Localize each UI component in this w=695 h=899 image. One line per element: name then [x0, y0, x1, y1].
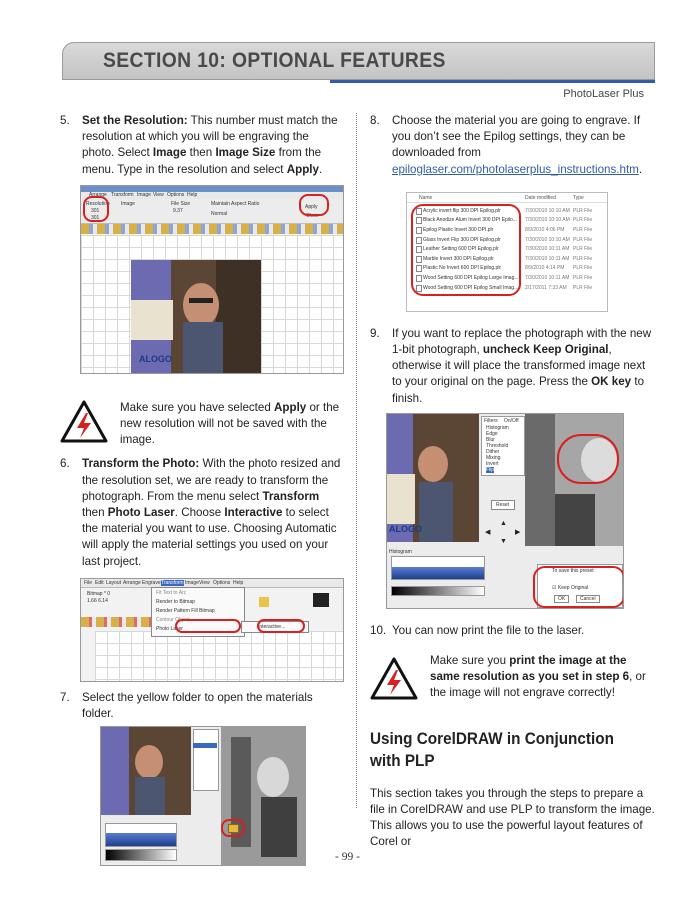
file-row[interactable]: Glass Invert Flip 300 DPI Epilog.plr 7/30/2010 10:10 AM PLR File	[407, 235, 608, 244]
warning-print-resolution: Make sure you print the image at the same resolution as you set in step 6, or the image will not engrave correctly!	[370, 653, 656, 702]
keep-original-checkbox[interactable]: ☑ Keep Original	[552, 584, 589, 591]
section-title: SECTION 10: OPTIONAL FEATURES	[103, 49, 446, 72]
header-accent-rule	[330, 80, 655, 83]
file-row[interactable]: Black Anodize Alum Invert 300 DPI Epilo... 7/30/2010 10:10 AM PLR File	[407, 215, 608, 224]
transformed-photo	[221, 727, 306, 866]
section-heading: Using CorelDRAW in Conjunction with PLP	[370, 728, 614, 770]
product-name: PhotoLaser Plus	[563, 88, 644, 100]
file-row[interactable]: Marble Invert 300 DPI Epilog.plr 7/30/2010 10:11 AM PLR File	[407, 254, 608, 263]
column-divider	[356, 113, 357, 808]
plp-dialog-screenshot: ALOGO Filters On/Off Histogram Edge Blur Threshold Dither Mixing Invert Flip Reset ▲ ◀ ▶ ▼ Histogram To save this preset ☑ Keep Original OK Cancel	[386, 413, 624, 609]
canvas-grid	[95, 631, 344, 682]
original-photo	[387, 414, 479, 542]
apply-highlight	[299, 194, 329, 216]
property-bar: Resolution 301 301 Image File Size 9.37 Maintain Aspect Ratio Normal Apply Close	[81, 199, 344, 224]
right-column	[370, 113, 656, 850]
download-link[interactable]: epiloglaser.com/photolaserplus_instructions.htm	[392, 162, 639, 176]
file-row[interactable]: Acrylic invert flip 300 DPI Epilog.plr 7/30/2010 10:10 AM PLR File	[407, 206, 608, 215]
photo-laser-highlight	[175, 619, 241, 633]
step-9: 9. If you want to replace the photograph with the new 1-bit photograph, uncheck Keep Original, otherwise it will place the transformed image next to your original on the page. Press the OK key to finish.	[370, 326, 652, 405]
reset-button[interactable]: Reset	[491, 500, 515, 510]
transform-menu-screenshot: File Edit Layout Arrange Engrave Transform Image View Options Help Bitmap * 0 1.66 6.14 Fit Text to Arc Render to Bitmap Render Pattern Fill Bitmap Contour Object Photo Laser Interactive...	[80, 578, 344, 682]
save-dialog: To save this preset ☑ Keep Original OK Cancel	[537, 564, 623, 608]
warning-apply: Make sure you have selected Apply or the new resolution will not be saved with the image.	[60, 400, 343, 449]
left-column	[60, 113, 343, 866]
yellow-folder-icon	[228, 824, 239, 833]
step-10: 10. You can now print the file to the laser.	[370, 623, 585, 637]
step-7: 7. Select the yellow folder to open the materials folder.	[60, 690, 313, 721]
file-row[interactable]: Wood Setting 600 DPI Epilog Small Imag... 2/17/2011 7:33 AM PLR File	[407, 283, 608, 292]
swatch	[259, 597, 269, 607]
file-row[interactable]: Wood Setting 600 DPI Epilog Large Imag... 7/30/2010 10:11 AM PLR File	[407, 273, 608, 282]
color-swatch	[313, 593, 329, 607]
original-photo	[101, 727, 191, 815]
files-highlight	[411, 204, 521, 296]
transform-dropdown: Fit Text to Arc Render to Bitmap Render Pattern Fill Bitmap Contour Object Photo Laser	[151, 587, 245, 637]
file-list-header: Name Date modified Type	[407, 193, 608, 203]
histogram	[105, 823, 177, 847]
save-dialog-highlight	[533, 566, 624, 608]
page-number: - 99 -	[335, 851, 360, 863]
warning-lightning-icon	[370, 657, 418, 701]
cancel-button[interactable]: Cancel	[576, 595, 600, 603]
filters-list: Filters On/Off Histogram Edge Blur Threshold Dither Mixing Invert Flip	[481, 416, 525, 476]
section-header-bar	[62, 42, 655, 80]
file-row[interactable]: Leather Setting 600 DPI Epilog.plr 7/30/2010 10:11 AM PLR File	[407, 244, 608, 253]
step-5: 5. Set the Resolution: This number must match the resolution at which you will be engraving the photo. Select Image then Image Size from the menu. Type in the resolution and select Apply.	[60, 114, 338, 176]
nudge-arrows[interactable]: ▲ ◀ ▶ ▼	[485, 519, 521, 545]
toolbar-icons	[81, 617, 151, 627]
interactive-submenu: Interactive...	[241, 621, 309, 633]
gradient-bar	[391, 586, 485, 596]
filter-selected	[193, 743, 217, 748]
file-list-screenshot	[406, 192, 608, 312]
filters-list	[193, 729, 219, 791]
interactive-highlight	[257, 619, 305, 633]
intro-paragraph: This section takes you through the steps to prepare a file in CorelDRAW and use PLP to transform the image. This allows you to use the powerful layout features of Corel or	[370, 786, 655, 849]
toolbar-icons	[81, 224, 344, 234]
file-row[interactable]: Plastic No Invert 600 DPI Epilog.plr 8/9/2010 4:14 PM PLR File	[407, 263, 608, 272]
face-highlight	[557, 434, 619, 484]
warning-lightning-icon	[60, 400, 108, 444]
histogram	[391, 556, 485, 580]
menu-bar: Arrange Transform Image View Options Help	[81, 192, 344, 199]
image-size-screenshot: Arrange Transform Image View Options Help Resolution 301 301 Image File Size 9.37 Maintain Aspect Ratio Normal Apply Close ALOGO	[80, 185, 344, 374]
step-8: 8. Choose the material you are going to engrave. If you don’t see the Epilog settings, they can be downloaded from epiloglaser.com/photolaserplus_instructions.htm.	[370, 114, 643, 176]
materials-folder-screenshot	[100, 726, 306, 866]
ok-button[interactable]: OK	[554, 595, 569, 603]
resolution-highlight	[83, 196, 109, 222]
step-6: 6. Transform the Photo: With the photo resized and the resolution set, we are ready to transform the photograph. From the menu select Transform then Photo Laser. Choose Interactive to select the material you want to use. Choosing Automatic will apply the material settings you used on your last project.	[60, 457, 341, 568]
file-row[interactable]: Epilog Plastic Invert 300 DPI.plr 8/9/2010 4:06 PM PLR File	[407, 225, 608, 234]
menu-bar: File Edit Layout Arrange Engrave Transform Image View Options Help	[81, 579, 344, 588]
